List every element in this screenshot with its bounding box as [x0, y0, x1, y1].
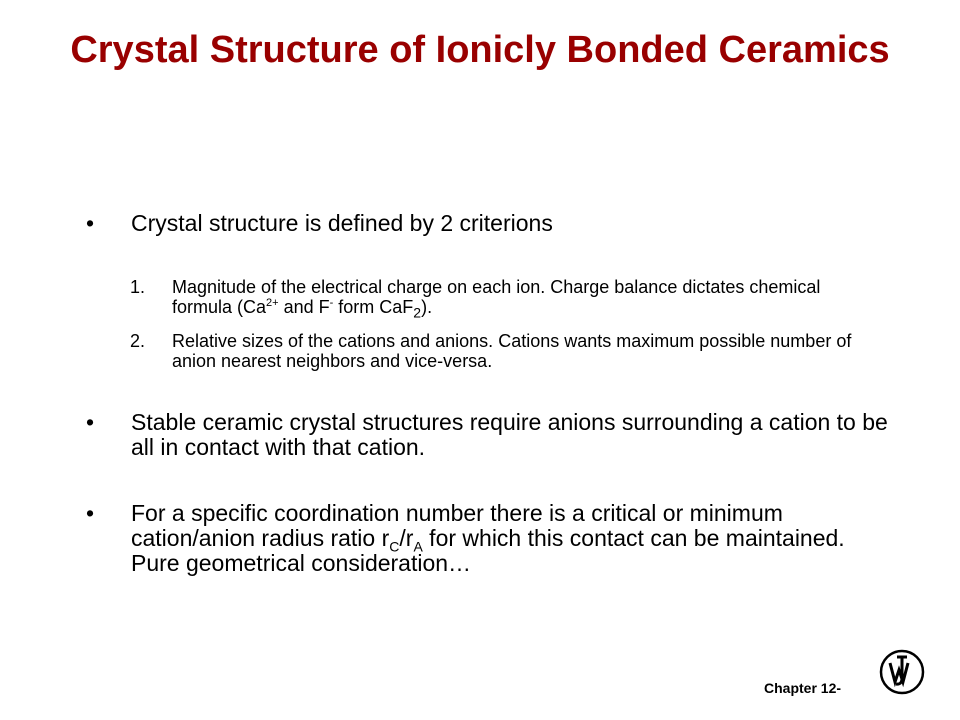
- bullet-text: Crystal structure is defined by 2 criterions: [131, 210, 553, 236]
- bullet-text: For a specific coordination number there is a critical or minimum cation/anion radius ratio $r_C/r_A$ for which this contact can be maintained. Pure geometrical consideration…: [131, 500, 845, 576]
- item-text: Magnitude of the electrical charge on each ion. Charge balance dictates chemical formula ($Ca^{2+}$ and F- form CaF$_2$).: [172, 277, 821, 321]
- bullet-dot: •: [86, 500, 95, 526]
- bullet-dot: •: [86, 210, 95, 236]
- bullet-text: Stable ceramic crystal structures require anions surrounding a cation to be all in contact with that cation.: [131, 409, 888, 460]
- item-number: 1.: [130, 277, 146, 297]
- item-number: 2.: [130, 331, 146, 351]
- bullet-dot: •: [86, 409, 95, 435]
- chapter-footer: Chapter 12-: [764, 680, 842, 696]
- wiley-logo-icon: [878, 648, 926, 696]
- item-text: Relative sizes of the cations and anions. Cations wants maximum possible number of anion nearest neighbors and vice-versa.: [172, 331, 852, 371]
- slide-title: Crystal Structure of Ionicly Bonded Ceramics: [70, 29, 890, 71]
